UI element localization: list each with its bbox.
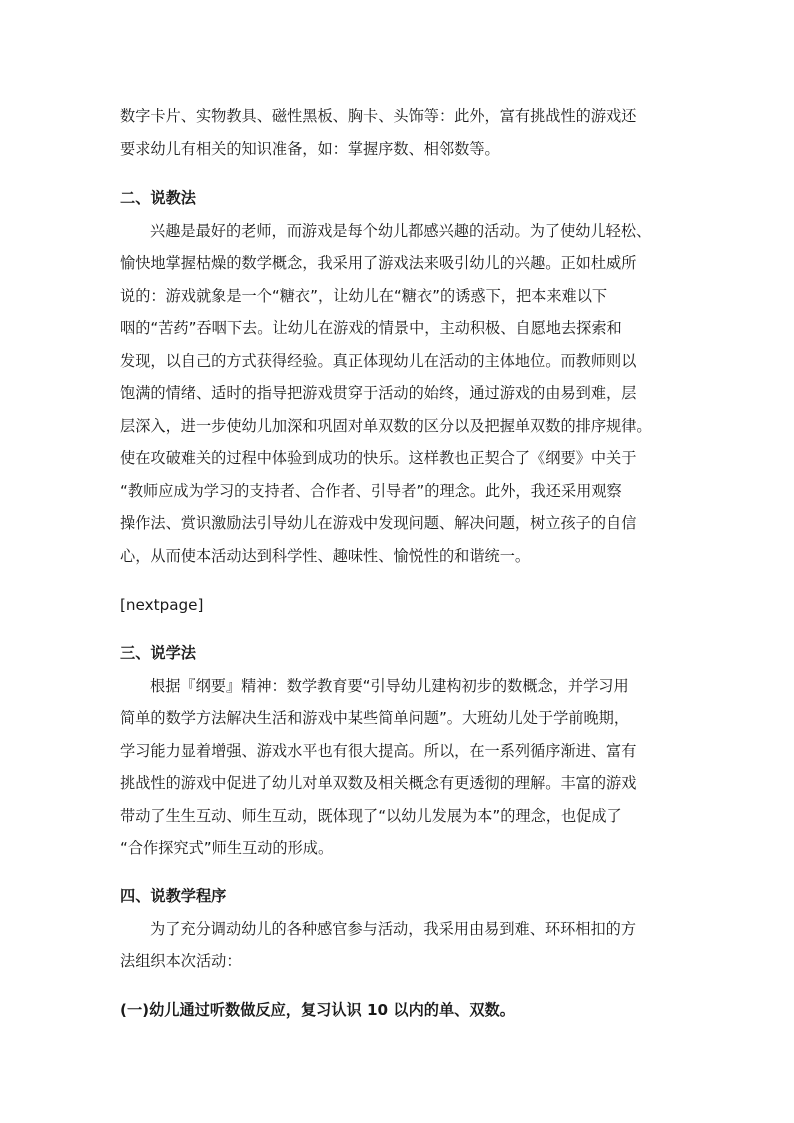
paragraph-line: 法组织本次活动： bbox=[120, 952, 242, 970]
paragraph-line: 挑战性的游戏中促进了幼儿对单双数及相关概念有更透彻的理解。丰富的游戏 bbox=[120, 774, 637, 792]
paragraph-line: 兴趣是最好的老师，而游戏是每个幼儿都感兴趣的活动。为了使幼儿轻松、 bbox=[150, 222, 652, 240]
paragraph-line: 为了充分调动幼儿的各种感官参与活动，我采用由易到难、环环相扣的方 bbox=[150, 920, 636, 938]
nextpage-marker: [nextpage] bbox=[120, 596, 204, 614]
paragraph-line: 带动了生生互动、师生互动，既体现了“以幼儿发展为本”的理念，也促成了 bbox=[120, 807, 622, 825]
paragraph-line: 层深入，进一步使幼儿加深和巩固对单双数的区分以及把握单双数的排序规律。 bbox=[120, 417, 652, 435]
section-heading-teaching-method: 二、说教法 bbox=[120, 189, 196, 207]
paragraph-line: 发现，以自己的方式获得经验。真正体现幼儿在活动的主体地位。而教师则以 bbox=[120, 352, 637, 370]
paragraph-line: “教师应成为学习的支持者、合作者、引导者”的理念。此外，我还采用观察 bbox=[120, 482, 622, 500]
paragraph-line: 饱满的情绪、适时的指导把游戏贯穿于活动的始终，通过游戏的由易到难，层 bbox=[120, 384, 637, 402]
paragraph-line: 根据『纲要』精神：数学教育要“引导幼儿建构初步的数概念，并学习用 bbox=[150, 677, 629, 695]
paragraph-line: “合作探究式”师生互动的形成。 bbox=[120, 839, 334, 857]
intro-line: 数字卡片、实物教具、磁性黑板、胸卡、头饰等：此外，富有挑战性的游戏还 bbox=[120, 107, 637, 125]
paragraph-line: 心，从而使本活动达到科学性、趣味性、愉悦性的和谐统一。 bbox=[120, 547, 531, 565]
paragraph-line: 简单的数学方法解决生活和游戏中某些简单问题”。大班幼儿处于学前晚期， bbox=[120, 709, 630, 727]
paragraph-line: 咽的“苦药”吞咽下去。让幼儿在游戏的情景中，主动积极、自愿地去探索和 bbox=[120, 319, 622, 337]
paragraph-line: 学习能力显着增强、游戏水平也有很大提高。所以，在一系列循序渐进、富有 bbox=[120, 742, 637, 760]
paragraph-line: 操作法、赏识激励法引导幼儿在游戏中发现问题、解决问题，树立孩子的自信 bbox=[120, 514, 637, 532]
section-heading-learning-method: 三、说学法 bbox=[120, 644, 196, 662]
paragraph-line: 愉快地掌握枯燥的数学概念，我采用了游戏法来吸引幼儿的兴趣。正如杜威所 bbox=[120, 254, 637, 272]
paragraph-line: 说的：游戏就象是一个“糖衣”，让幼儿在“糖衣”的诱惑下，把本来难以下 bbox=[120, 287, 608, 305]
subheading-step-one: (一)幼儿通过听数做反应，复习认识 10 以内的单、双数。 bbox=[120, 1001, 515, 1019]
intro-line: 要求幼儿有相关的知识准备，如：掌握序数、相邻数等。 bbox=[120, 140, 500, 158]
section-heading-teaching-procedure: 四、说教学程序 bbox=[120, 887, 227, 905]
paragraph-line: 使在攻破难关的过程中体验到成功的快乐。这样教也正契合了《纲要》中关于 bbox=[120, 449, 637, 467]
